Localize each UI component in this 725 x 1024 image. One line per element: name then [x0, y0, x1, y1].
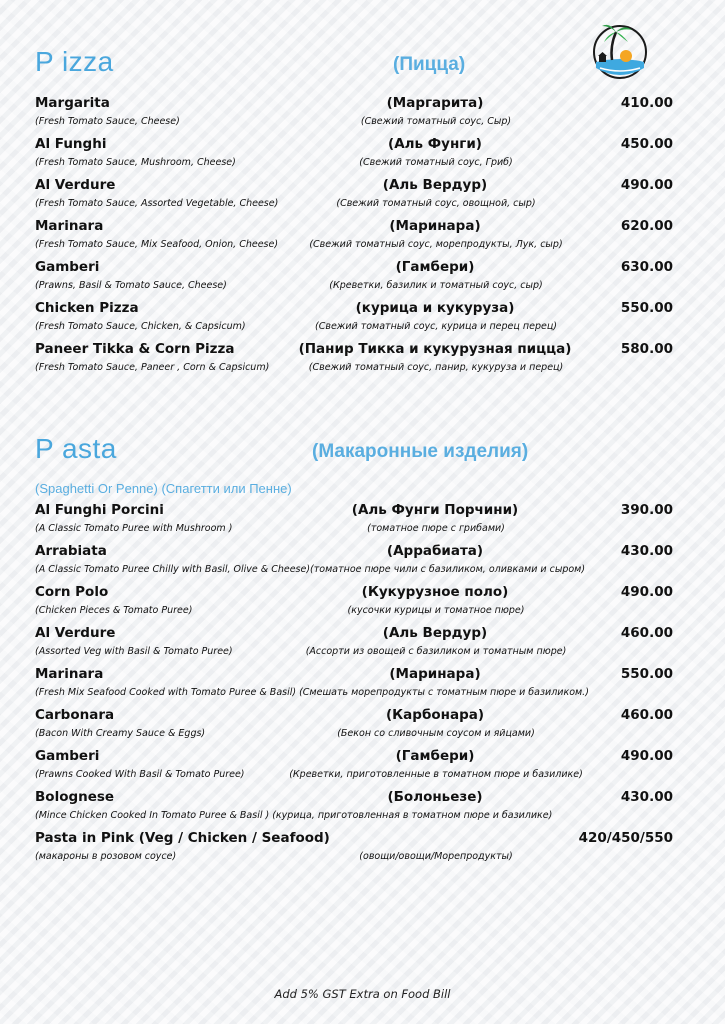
item-description-ru: (Свежий томатный соус, курица и перец перец): [315, 321, 557, 332]
item-description-ru: (Ассорти из овощей с базиликом и томатным пюре): [305, 646, 567, 657]
menu-item: [35, 830, 673, 850]
menu-item: [35, 136, 673, 156]
item-name: Al Verdure: [35, 625, 116, 641]
item-name-ru: (Карбонара): [385, 707, 485, 723]
item-price: 390.00: [620, 502, 673, 518]
item-price: 550.00: [620, 666, 673, 682]
item-price: 420/450/550: [578, 830, 673, 846]
item-name: Chicken Pizza: [35, 300, 139, 316]
item-description-ru: (кусочки курицы и томатное пюре): [347, 605, 525, 616]
item-name-ru: (Аль Вердур): [382, 177, 488, 193]
item-description: (Fresh Tomato Sauce, Paneer , Corn & Capsicum): [35, 362, 270, 373]
item-price: 460.00: [620, 707, 673, 723]
item-name: Marinara: [35, 218, 104, 234]
menu-item: [35, 625, 673, 645]
item-description: (Fresh Tomato Sauce, Mushroom, Cheese): [35, 157, 236, 168]
menu-item: [35, 502, 673, 522]
item-description-ru: (Свежий томатный соус, Сыр): [360, 116, 512, 127]
item-name-ru: (Аль Фунги Порчини): [351, 502, 519, 518]
item-price: 430.00: [620, 543, 673, 559]
pasta-note: (Spaghetti Or Penne) (Спагетти или Пенне): [35, 481, 292, 496]
item-name: Carbonara: [35, 707, 115, 723]
item-price: 410.00: [620, 95, 673, 111]
item-description: (A Classic Tomato Puree with Mushroom ): [35, 523, 233, 534]
menu-item: [35, 95, 673, 115]
menu-item: [35, 707, 673, 727]
item-description-ru: (Креветки, приготовленные в томатном пюре и базилике): [289, 769, 583, 780]
item-description-ru: (Свежий томатный соус, Гриб): [359, 157, 513, 168]
item-name-ru: (курица и кукуруза): [355, 300, 515, 316]
item-description: (макароны в розовом соусе): [35, 851, 177, 862]
item-price: 620.00: [620, 218, 673, 234]
item-name-ru: (Гамбери): [395, 748, 475, 764]
item-name-ru: (Аль Вердур): [382, 625, 488, 641]
item-name: Marinara: [35, 666, 104, 682]
menu-item: [35, 177, 673, 197]
item-name-ru: (Аль Фунги): [388, 136, 482, 152]
gst-footer-note: Add 5% GST Extra on Food Bill: [274, 987, 451, 1001]
menu-item: [35, 584, 673, 604]
item-description: (A Classic Tomato Puree Chilly with Basil, Olive & Cheese)(томатное пюре чили с базиликом, оливками и сыром): [35, 564, 586, 575]
item-description: (Fresh Tomato Sauce, Assorted Vegetable, Cheese): [35, 198, 279, 209]
item-description-ru: (Бекон со сливочным соусом и яйцами): [337, 728, 535, 739]
item-description: (Fresh Tomato Sauce, Mix Seafood, Onion, Cheese): [35, 239, 279, 250]
item-price: 630.00: [620, 259, 673, 275]
item-description-ru: (Свежий томатный соус, морепродукты, Лук, сыр): [309, 239, 563, 250]
menu-item: [35, 341, 673, 361]
item-price: 460.00: [620, 625, 673, 641]
item-description-ru: (Свежий томатный соус, овощной, сыр): [336, 198, 536, 209]
item-name-ru: (Маринара): [389, 666, 481, 682]
pizza-section-title-ru: (Пицца): [393, 54, 466, 75]
menu-item: [35, 259, 673, 279]
item-description-ru: (Креветки, базилик и томатный соус, сыр): [329, 280, 543, 291]
menu-item: [35, 666, 673, 686]
item-name: Pasta in Pink (Veg / Chicken / Seafood): [35, 830, 330, 846]
item-name: Al Funghi Porcini: [35, 502, 164, 518]
item-name-ru: (Кукурузное поло): [361, 584, 509, 600]
item-price: 550.00: [620, 300, 673, 316]
menu-item: [35, 218, 673, 238]
item-description: (Fresh Tomato Sauce, Chicken, & Capsicum): [35, 321, 246, 332]
item-description: (Prawns, Basil & Tomato Sauce, Cheese): [35, 280, 227, 291]
item-description: (Prawns Cooked With Basil & Tomato Puree): [35, 769, 245, 780]
item-name: Gamberi: [35, 259, 100, 275]
item-price: 490.00: [620, 177, 673, 193]
item-description-ru: (овощи/овощи/Морепродукты): [359, 851, 513, 862]
pasta-section-title-ru: (Макаронные изделия): [312, 441, 529, 462]
pasta-section-title: P asta: [35, 433, 117, 464]
item-name: Al Verdure: [35, 177, 116, 193]
item-description-ru: (томатное пюре с грибами): [367, 523, 505, 534]
pizza-section-title: P izza: [35, 46, 114, 77]
item-name-ru: (Маринара): [389, 218, 481, 234]
menu-item: [35, 300, 673, 320]
palm-tree-logo-icon: [590, 16, 650, 80]
item-name-ru: (Аррабиата): [386, 543, 484, 559]
item-name: Al Funghi: [35, 136, 107, 152]
item-name-ru: (Гамбери): [395, 259, 475, 275]
item-name: Gamberi: [35, 748, 100, 764]
item-description: (Mince Chicken Cooked In Tomato Puree & Basil ) (курица, приготовленная в томатном пюре и базилике): [35, 810, 553, 821]
item-name: Bolognese: [35, 789, 115, 805]
menu-item: [35, 748, 673, 768]
item-description: (Fresh Mix Seafood Cooked with Tomato Puree & Basil) (Смешать морепродукты с томатным пюре и базиликом.): [35, 687, 589, 698]
item-description: (Chicken Pieces & Tomato Puree): [35, 605, 193, 616]
item-name-ru: (Болоньезе): [387, 789, 483, 805]
item-price: 490.00: [620, 584, 673, 600]
item-name-ru: (Панир Тикка и кукурузная пицца): [298, 341, 572, 357]
menu-item: [35, 789, 673, 809]
item-name: Margarita: [35, 95, 110, 111]
item-price: 490.00: [620, 748, 673, 764]
item-description: (Bacon With Creamy Sauce & Eggs): [35, 728, 206, 739]
item-description: (Fresh Tomato Sauce, Cheese): [35, 116, 180, 127]
item-price: 450.00: [620, 136, 673, 152]
item-name: Arrabiata: [35, 543, 107, 559]
menu-item: [35, 543, 673, 563]
item-description: (Assorted Veg with Basil & Tomato Puree): [35, 646, 233, 657]
item-name: Paneer Tikka & Corn Pizza: [35, 341, 235, 357]
item-price: 430.00: [620, 789, 673, 805]
item-description-ru: (Свежий томатный соус, панир, кукуруза и перец): [308, 362, 564, 373]
item-name-ru: (Маргарита): [386, 95, 484, 111]
item-price: 580.00: [620, 341, 673, 357]
item-name: Corn Polo: [35, 584, 109, 600]
